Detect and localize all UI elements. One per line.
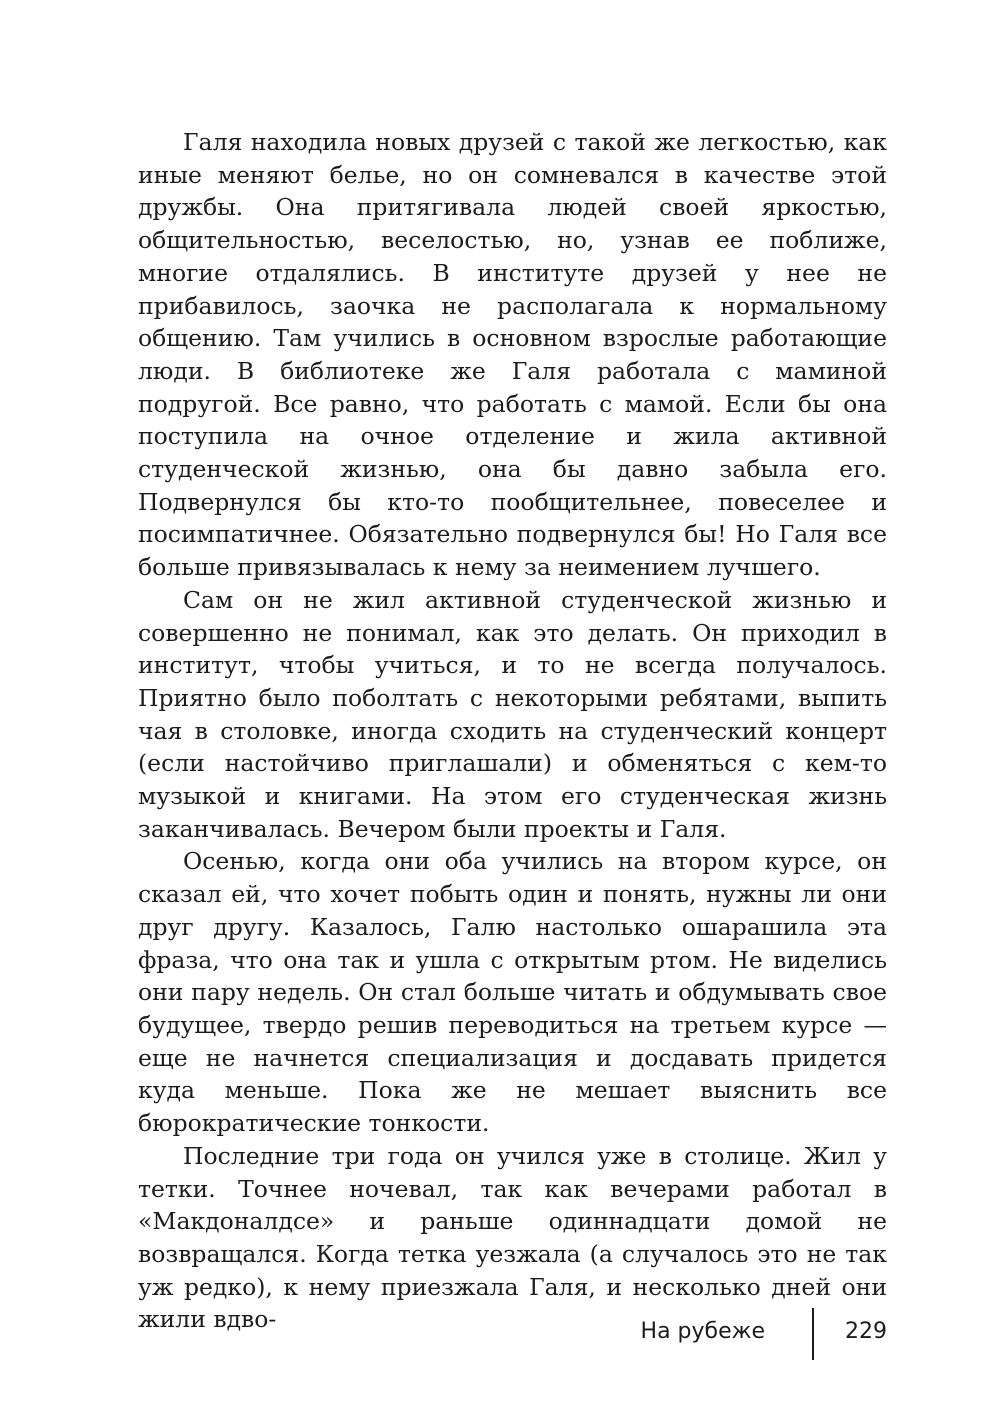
body-text [138, 126, 887, 1336]
paragraph-1: Галя находила новых друзей с такой же легкостью, как иные меняют белье, но он сомневался в качестве этой дружбы. Она притягивала людей своей яркостью, общительностью, веселостью, но, узнав ее поближе, многие отдалялись. В институте друзей у нее не прибавилось, заочка не располагала к нормальному общению. Там учились в основном взрослые работающие люди. В библиотеке же Галя работала с маминой подругой. Все равно, что работать с мамой. Если бы она поступила на очное отделение и жила активной студенческой жизнью, она бы давно забыла его. Подвернулся бы кто-то пообщительнее, повеселее и посимпатичнее. Обязательно подвернулся бы! Но Галя все больше привязывалась к нему за неимением лучшего. [138, 128, 887, 582]
paragraph-2: Сам он не жил активной студенческой жизнью и совершенно не понимал, как это делать. Он приходил в институт, чтобы учиться, и то не всегда получалось. Приятно было поболтать с некоторыми ребятами, выпить чая в столовке, иногда сходить на студенческий концерт (если настойчиво приглашали) и обменяться с кем-то музыкой и книгами. На этом его студенческая жизнь заканчивалась. Вечером были проекты и Галя. [138, 585, 887, 843]
page-number: 229 [845, 1319, 887, 1344]
paragraph-3: Осенью, когда они оба учились на втором курсе, он сказал ей, что хочет побыть один и понять, нужны ли они друг другу. Казалось, Галю настолько ошарашила эта фраза, что она так и ушла с открытым ртом. Не виделись они пару недель. Он стал больше читать и обдумывать свое будущее, твердо решив переводиться на третьем курсе — еще не начнется специализация и досдавать придется куда меньше. Пока же не мешает выяснить все бюрократические тонкости. [138, 847, 887, 1138]
footer-divider [812, 1308, 814, 1360]
page-footer [0, 1308, 1005, 1362]
running-title: На рубеже [640, 1319, 765, 1344]
paragraph-4: Последние три года он учился уже в столице. Жил у тетки. Точнее ночевал, так как вечерами работал в «Макдоналдсе» и раньше одиннадцати домой не возвращался. Когда тетка уезжала (а случалось это не так уж редко), к нему приезжала Галя, и несколько дней они жили вдво- [138, 1141, 887, 1334]
